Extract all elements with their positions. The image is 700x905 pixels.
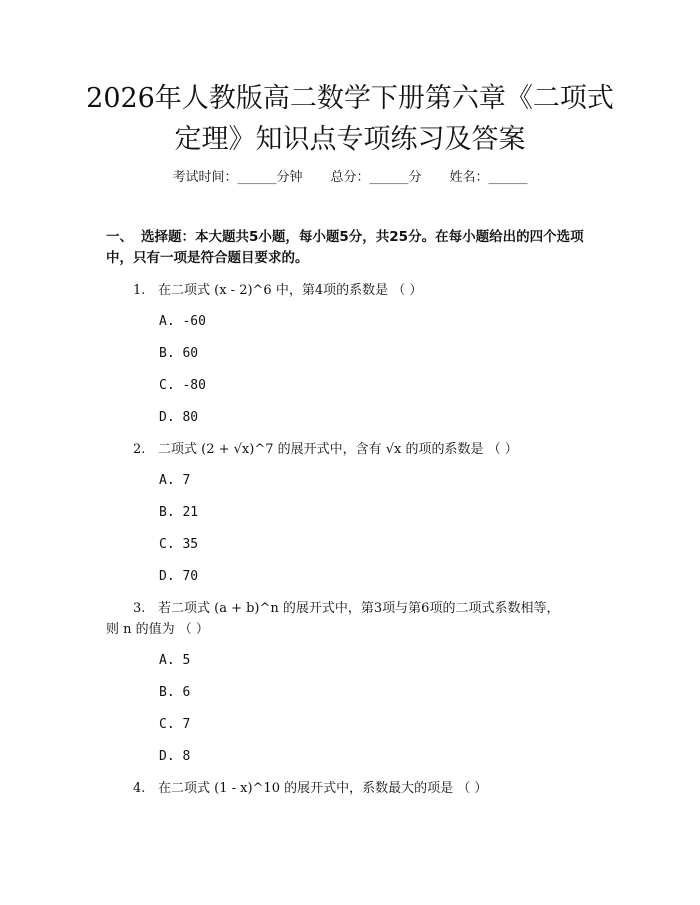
question-text-continued: 则 n 的值为 （ ）: [106, 622, 209, 637]
section-number: 一、: [106, 229, 133, 245]
question-number: 4.: [133, 781, 146, 796]
q3-option-c: C. 7: [159, 717, 191, 732]
q2-option-d: D. 70: [159, 569, 199, 584]
question-number: 1.: [133, 283, 146, 298]
title-line-1: 2026年人教版高二数学下册第六章《二项式: [86, 83, 614, 114]
exam-info: [0, 168, 700, 188]
question-3-continued: [106, 619, 606, 641]
question-text: 在二项式 (x - 2)^6 中，第4项的系数是 （ ）: [158, 283, 423, 298]
question-text: 若二项式 (a + b)^n 的展开式中，第3项与第6项的二项式系数相等，: [158, 601, 560, 616]
q2-option-a: A. 7: [159, 473, 191, 488]
q3-option-a: A. 5: [159, 653, 191, 668]
question-4: [133, 778, 633, 800]
title-line-2: 定理》知识点专项练习及答案: [174, 124, 526, 155]
q1-option-b: B. 60: [159, 346, 199, 361]
exam-time-label: 考试时间：______分钟: [172, 170, 303, 185]
document-title: [60, 78, 640, 160]
total-score-label: 总分：______分: [330, 170, 422, 185]
question-2: [133, 439, 633, 461]
q3-option-b: B. 6: [159, 685, 191, 700]
question-1: [133, 280, 633, 302]
student-name-label: 姓名：______: [449, 170, 528, 185]
section-text: 选择题：本大题共5小题，每小题5分，共25分。在每小题给出的四个选项中，只有一项是符合题目要求的。: [106, 229, 584, 266]
q1-option-d: D. 80: [159, 410, 199, 425]
q2-option-b: B. 21: [159, 505, 199, 520]
q1-option-c: C. -80: [159, 378, 206, 393]
q2-option-c: C. 35: [159, 537, 199, 552]
section-heading: [106, 227, 606, 269]
question-number: 3.: [133, 601, 146, 616]
q1-option-a: A. -60: [159, 314, 206, 329]
question-text: 在二项式 (1 - x)^10 的展开式中，系数最大的项是 （ ）: [158, 781, 488, 796]
question-text: 二项式 (2 + √x)^7 的展开式中，含有 √x 的项的系数是 （ ）: [158, 442, 518, 457]
question-3: [133, 598, 633, 620]
q3-option-d: D. 8: [159, 749, 191, 764]
question-number: 2.: [133, 442, 146, 457]
